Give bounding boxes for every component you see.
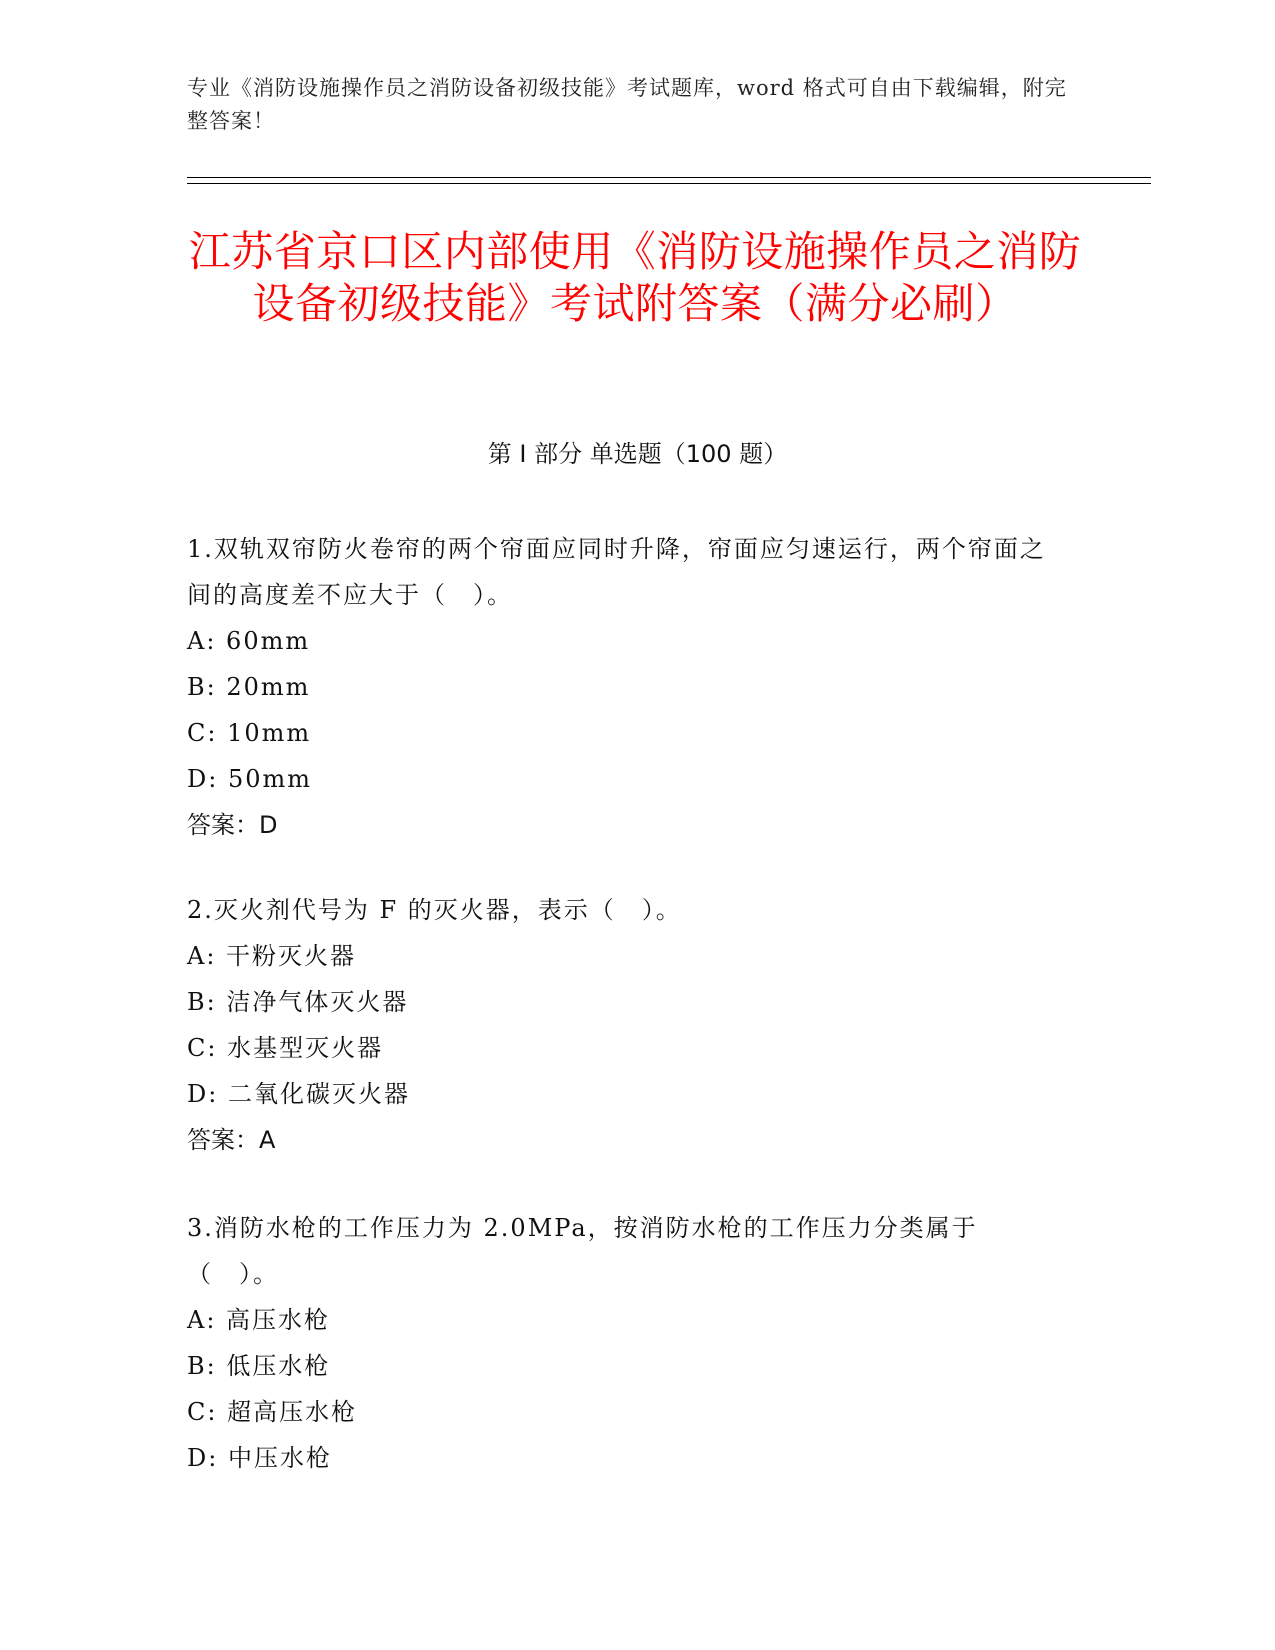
option-a: A: 干粉灭火器 bbox=[187, 942, 357, 970]
option-b: B: 20mm bbox=[187, 673, 311, 701]
question-text: 1.双轨双帘防火卷帘的两个帘面应同时升降，帘面应匀速运行，两个帘面之间的高度差不应大于（ ）。 bbox=[187, 535, 1046, 609]
option-c: C: 超高压水枪 bbox=[187, 1398, 358, 1426]
header-divider-top bbox=[187, 177, 1151, 178]
option-c: C: 水基型灭火器 bbox=[187, 1034, 384, 1062]
section-heading: 第 I 部分 单选题（100 题） bbox=[487, 440, 788, 468]
option-c: C: 10mm bbox=[187, 719, 312, 747]
document-title: 江苏省京口区内部使用《消防设施操作员之消防设备初级技能》考试附答案（满分必刷） bbox=[188, 227, 1082, 328]
header-divider-bottom bbox=[187, 183, 1151, 184]
question-1 bbox=[187, 526, 1067, 848]
question-text: 2.灭火剂代号为 F 的灭火器，表示（ ）。 bbox=[187, 896, 682, 924]
option-a: A: 高压水枪 bbox=[187, 1306, 331, 1334]
option-b: B: 洁净气体灭火器 bbox=[187, 988, 409, 1016]
option-a: A: 60mm bbox=[187, 627, 311, 655]
option-d: D: 50mm bbox=[187, 765, 313, 793]
option-b: B: 低压水枪 bbox=[187, 1352, 331, 1380]
option-d: D: 中压水枪 bbox=[187, 1444, 332, 1472]
option-d: D: 二氧化碳灭火器 bbox=[187, 1080, 410, 1108]
question-text: 3.消防水枪的工作压力为 2.0MPa，按消防水枪的工作压力分类属于（ ）。 bbox=[187, 1214, 978, 1288]
header-note: 专业《消防设施操作员之消防设备初级技能》考试题库，word 格式可自由下载编辑，附完整答案！ bbox=[187, 76, 1067, 133]
answer-line: 答案：A bbox=[187, 1126, 276, 1154]
question-2 bbox=[187, 887, 1067, 1163]
question-3 bbox=[187, 1205, 1067, 1481]
answer-line: 答案：D bbox=[187, 811, 278, 839]
